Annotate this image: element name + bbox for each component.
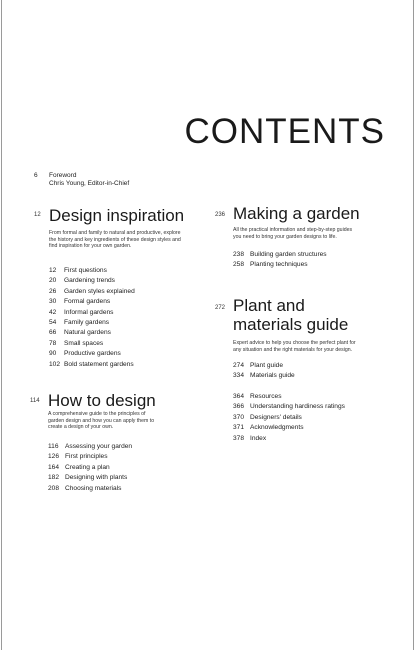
item-page-number: 182 xyxy=(48,474,60,482)
section-heading[interactable]: Design inspiration xyxy=(49,206,185,225)
section-heading-line1[interactable]: Plant and xyxy=(233,296,305,315)
item-page-number: 258 xyxy=(233,261,245,269)
item-title: Resources xyxy=(250,393,282,400)
section-page-number: 272 xyxy=(215,305,226,311)
item-page-number: 371 xyxy=(233,424,245,432)
item-title: Understanding hardiness ratings xyxy=(250,403,345,411)
item-page-number: 90 xyxy=(49,350,57,358)
section-description: All the practical information and step-by-step guides you need to bring your garden designs to life. xyxy=(233,227,353,240)
item-page-number: 378 xyxy=(233,434,245,442)
item-title: Designing with plants xyxy=(65,474,128,482)
item-page-number: 78 xyxy=(49,339,57,347)
item-title: Productive gardens xyxy=(64,350,121,358)
section-page-number: 12 xyxy=(34,212,41,218)
item-title: Planting techniques xyxy=(250,261,308,269)
page-edge-right xyxy=(413,0,414,650)
item-title: Index xyxy=(250,434,267,442)
section-description: From formal and family to natural and productive, explore the history and key ingredients of these design styles and find inspiration for your own garden. xyxy=(49,230,181,250)
item-page-number: 102 xyxy=(49,360,61,368)
item-title: Small spaces xyxy=(64,339,104,347)
section-heading[interactable]: How to design xyxy=(48,391,156,410)
foreword-page-number: 6 xyxy=(34,172,38,179)
page-title: CONTENTS xyxy=(184,112,385,151)
item-title: First principles xyxy=(65,453,108,461)
section-description: A comprehensive guide to the principles of garden design and how you can apply them to create a design of your own. xyxy=(48,411,155,431)
item-title: Building garden structures xyxy=(250,251,327,258)
item-page-number: 126 xyxy=(48,453,60,461)
item-title: First questions xyxy=(64,267,107,274)
item-page-number: 164 xyxy=(48,463,60,471)
item-page-number: 54 xyxy=(49,319,57,326)
item-title: Designers' details xyxy=(250,413,302,421)
item-page-number: 30 xyxy=(49,298,57,306)
item-page-number: 274 xyxy=(233,362,245,369)
item-title: Informal gardens xyxy=(64,308,114,316)
item-title: Materials guide xyxy=(250,372,295,380)
item-title: Bold statement gardens xyxy=(64,360,134,368)
item-page-number: 364 xyxy=(233,393,245,400)
foreword-label: Foreword xyxy=(49,172,77,179)
item-title: Gardening trends xyxy=(64,277,115,285)
section-page-number: 114 xyxy=(30,398,40,404)
item-page-number: 26 xyxy=(49,287,57,295)
item-page-number: 20 xyxy=(49,277,57,285)
item-title: Formal gardens xyxy=(64,298,111,306)
item-page-number: 66 xyxy=(49,329,57,337)
item-page-number: 238 xyxy=(233,251,245,258)
section-heading-line2[interactable]: materials guide xyxy=(233,315,349,334)
section-description: Expert advice to help you choose the perfect plant for any situation and the right materials for your design. xyxy=(233,340,356,353)
item-page-number: 42 xyxy=(49,308,57,316)
item-title: Plant guide xyxy=(250,362,283,369)
item-page-number: 366 xyxy=(233,403,245,411)
item-title: Acknowledgments xyxy=(250,424,304,432)
page-edge-left xyxy=(1,0,2,650)
item-title: Choosing materials xyxy=(65,484,122,492)
item-page-number: 208 xyxy=(48,484,60,492)
item-page-number: 12 xyxy=(49,267,57,274)
item-title: Natural gardens xyxy=(64,329,111,337)
item-title: Assessing your garden xyxy=(65,443,133,450)
item-page-number: 370 xyxy=(233,413,245,421)
item-page-number: 116 xyxy=(48,443,59,450)
item-title: Creating a plan xyxy=(65,463,110,471)
item-title: Family gardens xyxy=(64,319,110,326)
item-page-number: 334 xyxy=(233,372,245,380)
section-heading[interactable]: Making a garden xyxy=(233,204,360,223)
section-page-number: 236 xyxy=(215,212,226,218)
foreword-byline: Chris Young, Editor-in-Chief xyxy=(49,180,130,187)
item-title: Garden styles explained xyxy=(64,287,135,295)
